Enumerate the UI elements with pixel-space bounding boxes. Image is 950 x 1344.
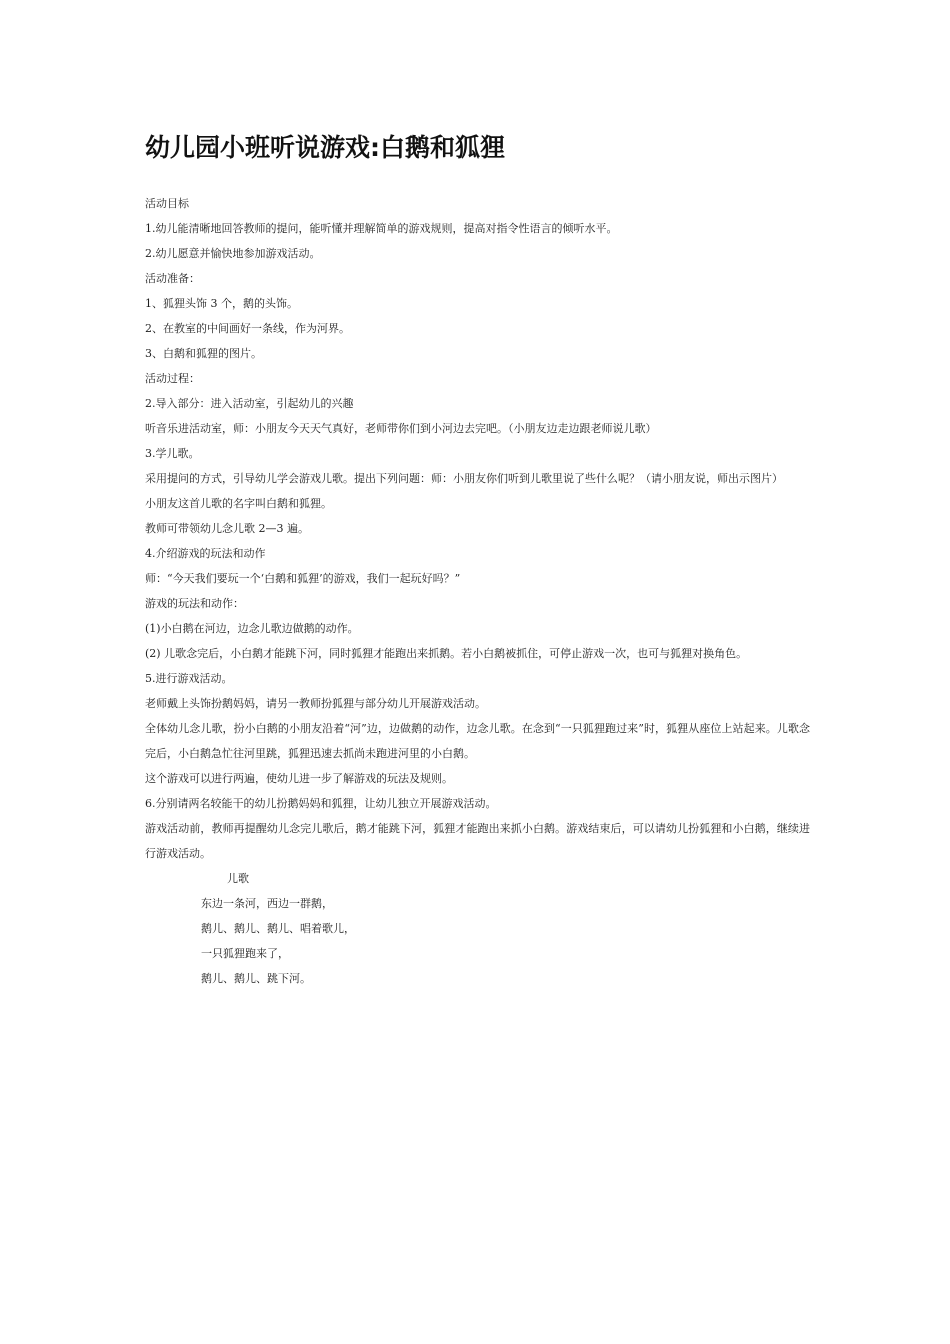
- section-heading-goals: 活动目标: [145, 197, 189, 210]
- preparation-item-1: 1、狐狸头饰 3 个，鹅的头饰。: [145, 297, 298, 310]
- song-line: 鹅儿、鹅儿、鹅儿、唱着歌儿，: [201, 922, 355, 935]
- rule-item-1: (1)小白鹅在河边，边念儿歌边做鹅的动作。: [145, 622, 359, 635]
- process-text: 小朋友这首儿歌的名字叫白鹅和狐狸。: [145, 497, 332, 510]
- process-text: 教师可带领幼儿念儿歌 2—3 遍。: [145, 522, 309, 535]
- process-text: 游戏的玩法和动作：: [145, 597, 244, 610]
- process-step-4: 4.介绍游戏的玩法和动作: [145, 547, 266, 560]
- song-line: 鹅儿、鹅儿、跳下河。: [201, 972, 311, 985]
- section-heading-preparation: 活动准备：: [145, 272, 200, 285]
- goal-item-1: 1.幼儿能清晰地回答教师的提问，能听懂并理解简单的游戏规则，提高对指令性语言的倾听水平。: [145, 222, 618, 235]
- document-body: [145, 191, 810, 991]
- section-heading-process: 活动过程：: [145, 372, 200, 385]
- process-step-3: 3.学儿歌。: [145, 447, 200, 460]
- song-line: 一只狐狸跑来了，: [201, 947, 289, 960]
- process-step-5: 5.进行游戏活动。: [145, 672, 233, 685]
- goal-item-2: 2.幼儿愿意并愉快地参加游戏活动。: [145, 247, 321, 260]
- process-text: 师：“今天我们要玩一个‘白鹅和狐狸’的游戏，我们一起玩好吗？”: [145, 572, 461, 585]
- process-text: 听音乐进活动室，师：小朋友今天天气真好，老师带你们到小河边去完吧。（小朋友边走边跟老师说儿歌）: [145, 422, 657, 435]
- process-step-2: 2.导入部分：进入活动室，引起幼儿的兴趣: [145, 397, 354, 410]
- song-title: 儿歌: [227, 872, 249, 885]
- process-text: 采用提问的方式，引导幼儿学会游戏儿歌。提出下列问题：师：小朋友你们听到儿歌里说了些什么呢？（请小朋友说，师出示图片）: [145, 472, 783, 485]
- process-step-6: 6.分别请两名较能干的幼儿扮鹅妈妈和狐狸，让幼儿独立开展游戏活动。: [145, 797, 497, 810]
- page-title: 幼儿园小班听说游戏:白鹅和狐狸: [145, 133, 505, 162]
- process-text: 这个游戏可以进行两遍，使幼儿进一步了解游戏的玩法及规则。: [145, 772, 453, 785]
- process-paragraph: 游戏活动前，教师再提醒幼儿念完儿歌后，鹅才能跳下河，狐狸才能跑出来抓小白鹅。游戏结束后，可以请幼儿扮狐狸和小白鹅，继续进行游戏活动。: [145, 822, 810, 860]
- song-line: 东边一条河，西边一群鹅，: [201, 897, 333, 910]
- rule-item-2: (2) 儿歌念完后，小白鹅才能跳下河，同时狐狸才能跑出来抓鹅。若小白鹅被抓住，可停止游戏一次，也可与狐狸对换角色。: [145, 647, 748, 660]
- process-text: 老师戴上头饰扮鹅妈妈，请另一教师扮狐狸与部分幼儿开展游戏活动。: [145, 697, 486, 710]
- preparation-item-2: 2、在教室的中间画好一条线，作为河界。: [145, 322, 350, 335]
- preparation-item-3: 3、白鹅和狐狸的图片。: [145, 347, 262, 360]
- process-paragraph: 全体幼儿念儿歌，扮小白鹅的小朋友沿着“河”边，边做鹅的动作，边念儿歌。在念到“一只狐狸跑过来”时，狐狸从座位上站起来。儿歌念完后，小白鹅急忙往河里跳，狐狸迅速去抓尚未跑进河里的小白鹅。: [145, 722, 810, 760]
